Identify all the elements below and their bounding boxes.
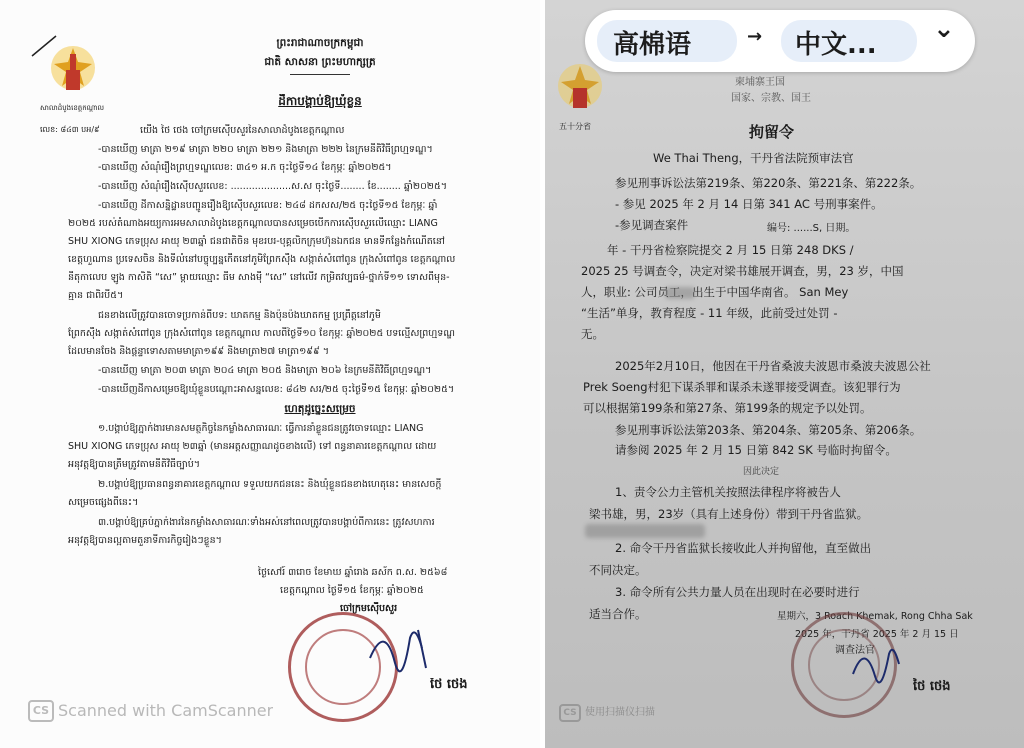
para-4-cont: គ្មាន ជាពិរបី៥។	[68, 290, 124, 301]
issue-date: 2025 年，干丹省 2025 年 2 月 15 日	[795, 629, 959, 640]
para-5: 2025年2月10日，他因在干丹省桑波夫波恩市桑波夫波恩公社	[615, 359, 931, 373]
camscanner-logo-icon: CS	[28, 700, 54, 722]
para-4: 年 - 干丹省检察院提交 2 月 15 日第 248 DKS /	[607, 243, 854, 257]
para-3: -បានឃើញ សំណុំរឿងស៊ើបសួរលេខ: ....................ស.ស ចុះថ្ងៃទី........ ខែ........ ឆ្នាំ២០២៥។	[98, 181, 447, 192]
signature-icon	[360, 618, 430, 688]
camscanner-logo-icon: CS	[559, 704, 581, 722]
para-4: -បានឃើញ ដីកាសន្និដ្ឋានបញ្ជូនរឿងឱ្យស៊ើបសួរលេខ: ២៤៨ ដកសស/២៥ ចុះថ្ងៃទី១៥ ខែកុម្ភៈ ឆ្នាំ	[98, 200, 438, 211]
para-7: -បានឃើញដីកាសម្រេចឱ្យឃុំខ្លួនបណ្តោះអាសន្នលេខ: ៨៤២ សរ/២៥ ចុះថ្ងៃទី១៥ ខែកុម្ភៈ ឆ្នាំ២០២៥។	[98, 384, 455, 395]
para-3-number: 编号: ......S, 日期。	[767, 223, 856, 234]
para-4-cont: ខេត្តហួណាន ប្រទេសចិន និងទីលំនៅបច្ចុប្បន្នកើតនៅភូមិព្រែកស៊ឹង សង្កាត់សំពៅពូន ក្រុងសំពៅពូន ខេត្តកណ្តាល	[68, 254, 456, 265]
scanner-watermark: 使用扫描仪扫描	[585, 707, 655, 718]
para-4-cont: 无。	[581, 327, 604, 341]
arrow-right-icon: →	[747, 26, 763, 47]
para-5: ជនខាងលើត្រូវបានចោទប្រកាន់ពីបទ: ឃាតកម្ម និងប៉ុនប៉ងឃាតកម្ម ប្រព្រឹត្តនៅភូមិ	[98, 310, 381, 321]
signer-role: 调查法官	[835, 645, 875, 656]
source-language-label: 高棉语	[613, 30, 692, 60]
signer-name: ថៃ ថេង	[430, 678, 468, 692]
document-title: 拘留令	[749, 124, 795, 141]
header-kingdom: ព្រះរាជាណាចក្រកម្ពុជា	[276, 37, 364, 49]
lunar-date: ថ្ងៃសៅរ៍ ៣រោច ខែមាឃ ឆ្នាំរោង ឆស័ក ព.ស. ២៥៦៨	[258, 567, 448, 578]
header-kingdom: 柬埔寨王国	[735, 77, 785, 88]
para-3: -参见调查案件	[615, 218, 689, 232]
court-name: 五十分省	[559, 122, 591, 131]
redaction-blur	[585, 524, 705, 538]
para-5-cont: Prek Soeng村犯下谋杀罪和谋杀未遂罪接受调查。该犯罪行为	[583, 380, 901, 394]
order-2-cont: 不同决定。	[589, 563, 647, 577]
decision-heading: 因此决定	[743, 467, 780, 477]
chevron-down-icon[interactable]: ⌄	[933, 14, 955, 44]
order-3-cont: 适当合作。	[589, 607, 647, 621]
order-3: 3. 命令所有公共力量人员在出现时在必要时进行	[615, 585, 860, 599]
lunar-date: 星期六，3 Roach Khemak, Rong Chha Sak	[777, 611, 973, 622]
para-6: 参见刑事诉讼法第203条、第204条、第205条、第206条。	[615, 423, 922, 437]
order-2: ២.បង្គាប់ឱ្យប្រធានពន្ធនាគារខេត្តកណ្តាល ទទួលយកជននេះ និងឃុំខ្លួនជនខាងហេតុនេះ មានសេចក្តី	[98, 479, 442, 490]
order-1-cont: អនុវត្តឱ្យបានត្រឹមត្រូវតាមនីតិវិធីច្បាប់។	[68, 459, 201, 470]
order-2: 2. 命令干丹省监狱长接收此人并拘留他，直至做出	[615, 541, 872, 555]
header-motto: ជាតិ សាសនា ព្រះមហាក្សត្រ	[264, 56, 376, 68]
order-1-cont: 梁书雄，男，23岁（具有上述身份）带到干丹省监狱。	[589, 507, 869, 521]
court-emblem-icon	[48, 40, 98, 100]
para-6: -បានឃើញ មាត្រា ២០៣ មាត្រា ២០៤ មាត្រា ២០៥ និងមាត្រា ២០៦ នៃក្រមនីតិវិធីព្រហ្មទណ្ឌ។	[98, 365, 432, 376]
para-5-cont: 可以根据第199条和第27条、第199条的规定予以处罚。	[583, 401, 872, 415]
para-5-cont: ព្រែកស៊ឹង សង្កាត់សំពៅពូន ក្រុងសំពៅពូន ខេត្តកណ្តាល កាលពីថ្ងៃទី១០ ខែកុម្ភៈ ឆ្នាំ២០២៥ បទល្មើសព្រហ្មទណ្ឌ	[68, 328, 455, 339]
para-7: 请参阅 2025 年 2 月 15 日第 842 SK 号临时拘留令。	[615, 443, 897, 457]
target-language-label: 中文...	[795, 30, 877, 60]
order-1: ១.បង្គាប់ឱ្យភ្នាក់ងារមានសមត្ថកិច្ចនៃកម្លាំងសាធារណៈ ធ្វើការនាំខ្លួនជនត្រូវចោទឈ្មោះ LIANG	[98, 423, 424, 434]
intro-line: យើង ថៃ ថេង ចៅក្រមស៊ើបសួរនៃសាលាដំបូងខេត្តកណ្តាល	[140, 125, 345, 136]
court-name: សាលាដំបូងខេត្តកណ្តាល	[40, 104, 105, 112]
para-4-cont: ២០២៥ របស់តំណាងអយ្យការអមសាលាដំបូងខេត្តកណ្តាលបានសម្រេចបើកការស៊ើបសួរលើឈ្មោះ LIANG	[68, 218, 438, 229]
decision-heading: ហេតុដូច្នេះសម្រេច	[284, 403, 356, 415]
order-1: 1、责令公力主管机关按照法律程序将被告人	[615, 485, 841, 499]
issue-date: ខេត្តកណ្តាល ថ្ងៃទី១៥ ខែកុម្ភៈ ឆ្នាំ២០២៥	[280, 585, 424, 596]
para-5-cont: ដែលមានចែង និងផ្តន្ទាទោសតាមមាត្រា១៩៩ និងមាត្រា២៧ មាត្រា១៩៩ ។	[68, 346, 329, 357]
order-1-cont: SHU XIONG ភេទប្រុស អាយុ ២៣ឆ្នាំ (មានអត្តសញ្ញាណដូចខាងលើ) ទៅ ពន្ធនាគារខេត្តកណ្តាល ដោយ	[68, 441, 437, 452]
para-2: - 参见 2025 年 2 月 14 日第 341 AC 号刑事案件。	[615, 197, 883, 211]
signer-name: ថៃ ថេង	[913, 679, 951, 694]
para-4-cont: នីតុកាលេប ឡូង កាសិតិ “សេ” ម្តាយឈ្មោះ ធីម សាងមុី “សេ” នៅលើវ កម្រិតវប្បធម៌-ថ្នាក់ទី១១ ទោសពីមុន-	[68, 272, 450, 283]
scanner-watermark: Scanned with CamScanner	[58, 701, 274, 720]
order-3: ៣.បង្គាប់ឱ្យគ្រប់ភ្នាក់ងារនៃកម្លាំងសាធារណៈទាំងអស់នៅពេលត្រូវបានបង្គាប់ពីការនេះ ត្រូវសហការ	[98, 517, 435, 528]
para-4-cont: SHU XIONG ភេទប្រុស អាយុ ២៣ឆ្នាំ ជនជាតិចិន មុខរបរ-បុគ្គលិកក្រុមហ៊ុនឯកជន មានទីកន្លែងកំណើតនៅ	[68, 236, 445, 247]
court-emblem-icon	[555, 58, 605, 118]
signer-role: ចៅក្រមស៊ើបសួរ	[340, 603, 398, 614]
para-4-cont: “生活”单身，教育程度 - 11 年级，此前受过处罚 -	[581, 306, 838, 320]
para-4-cont: 人，职业: 公司员工，出生于中国华南省。 San Mey	[581, 285, 849, 299]
redaction-blur	[665, 287, 695, 299]
signature-icon	[845, 636, 905, 696]
header-divider	[290, 74, 350, 75]
header-motto: 国家、宗教、国王	[731, 93, 811, 104]
document-number: លេខ: ៨៤៣ បអ/៩	[40, 125, 100, 134]
order-3-cont: អនុវត្តឱ្យបានល្អតាមតួនាទីភារកិច្ចរៀងៗខ្លួន។	[68, 535, 222, 546]
para-2: -បានឃើញ សំណុំរឿងព្រហ្មទណ្ឌលេខ: ៣៤១ អ.ក ចុះថ្ងៃទី១៤ ខែកុម្ភៈ ឆ្នាំ២០២៥។	[98, 162, 392, 173]
translated-document-panel	[545, 0, 1024, 748]
document-title: ដីកាបង្គាប់ឱ្យឃុំខ្លួន	[278, 94, 362, 108]
para-1: -បានឃើញ មាត្រា ២១៩ មាត្រា ២២០ មាត្រា ២២១ និងមាត្រា ២២២ នៃក្រមនីតិវិធីព្រហ្មទណ្ឌ។	[98, 144, 433, 155]
order-2-cont: សម្រេចផ្សេងពីនេះ។	[68, 497, 139, 508]
para-1: 参见刑事诉讼法第219条、第220条、第221条、第222条。	[615, 176, 922, 190]
judge-line: We Thai Theng，干丹省法院预审法官	[653, 151, 854, 165]
para-4-cont: 2025 25 号调查令，决定对梁书雄展开调查，男，23 岁，中国	[581, 264, 904, 278]
